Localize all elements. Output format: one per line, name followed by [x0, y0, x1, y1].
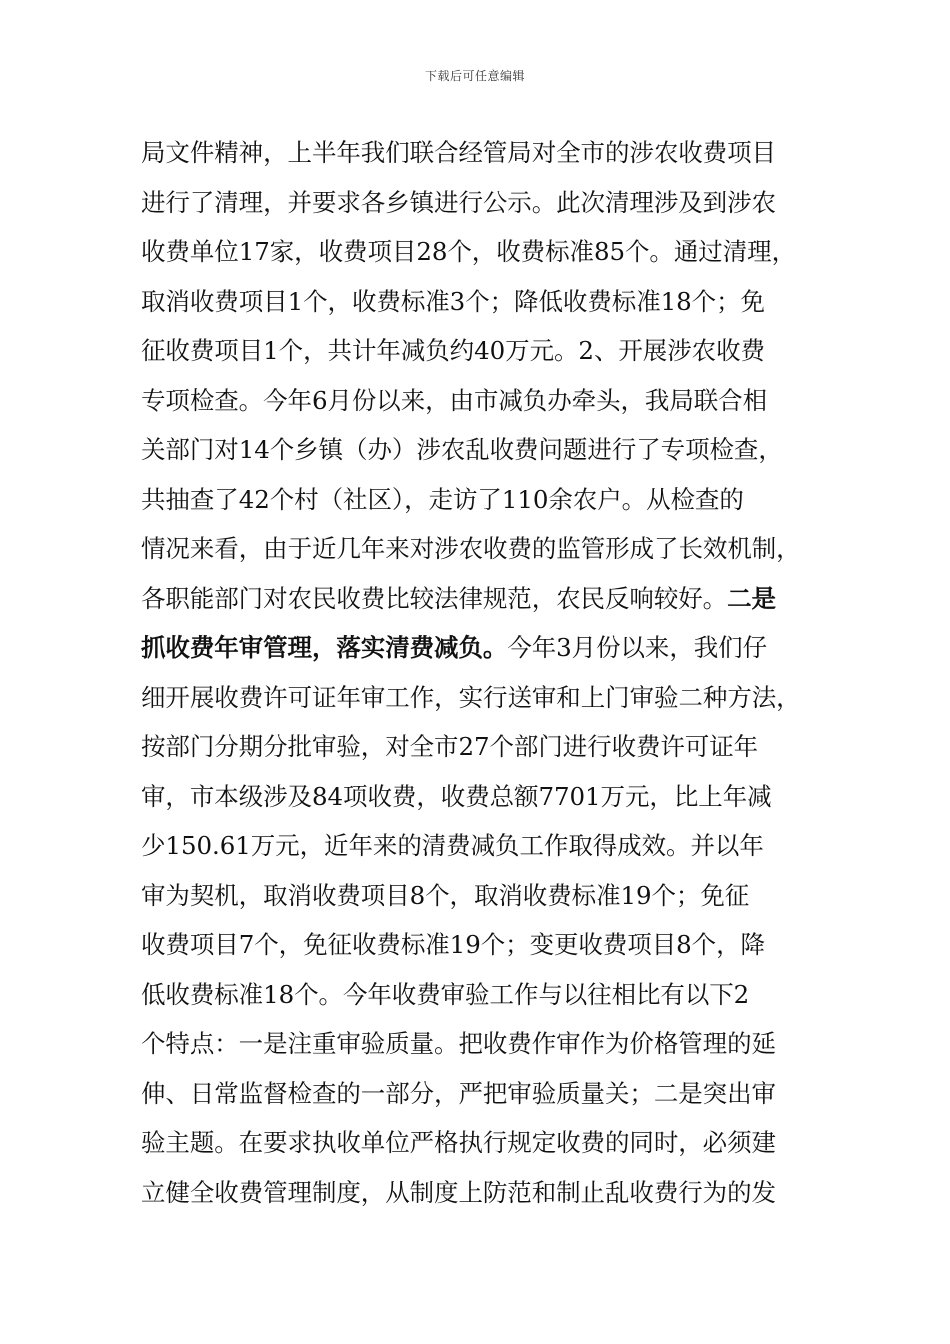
text-line — [141, 227, 841, 277]
text-line — [141, 128, 841, 178]
text-line — [141, 772, 841, 822]
line-text: 低收费标准18个。今年收费审验工作与以往相比有以下2 — [141, 979, 750, 1009]
line-text: 征收费项目1个，共计年减负约40万元。2、开展涉农收费 — [141, 336, 765, 365]
line-text: 取消收费项目1个，收费标准3个；降低收费标准18个；免 — [141, 286, 765, 316]
text-line — [141, 673, 841, 723]
line-text: 细开展收费许可证年审工作，实行送审和上门审验二种方法， — [141, 682, 801, 712]
text-line — [141, 920, 841, 970]
text-line — [141, 821, 841, 871]
text-line — [141, 1019, 841, 1069]
text-line — [141, 574, 841, 624]
text-line — [141, 524, 841, 574]
line-text: 关部门对14个乡镇（办）涉农乱收费问题进行了专项检查， — [141, 435, 783, 464]
line-text: 共抽查了42个村（社区），走访了110余农户。从检查的 — [141, 484, 744, 514]
text-line — [141, 970, 841, 1020]
line-text: 审为契机，取消收费项目8个，取消收费标准19个；免征 — [141, 880, 750, 910]
bold-phrase: 抓收费年审管理，落实清费减负。 — [141, 633, 508, 662]
line-text: 收费项目7个，免征收费标准19个；变更收费项目8个，降 — [141, 930, 765, 959]
line-text: 少150.61万元，近年来的清费减负工作取得成效。并以年 — [141, 831, 764, 860]
line-text: 专项检查。今年6月份以来，由市减负办牵头，我局联合相 — [141, 385, 768, 415]
text-line — [141, 475, 841, 525]
line-text: 今年3月份以来，我们仔 — [507, 633, 768, 662]
text-line — [141, 1118, 841, 1168]
text-line — [141, 1069, 841, 1119]
text-line — [141, 1168, 841, 1218]
line-text: 各职能部门对农民收费比较法律规范，农民反响较好。 — [141, 583, 728, 613]
text-line — [141, 871, 841, 921]
line-text: 按部门分期分批审验，对全市27个部门进行收费许可证年 — [141, 732, 759, 761]
line-text: 收费单位17家，收费项目28个，收费标准85个。通过清理， — [141, 237, 796, 266]
page-header-note: 下载后可任意编辑 — [424, 69, 525, 83]
document-body — [141, 128, 841, 1217]
line-text: 局文件精神，上半年我们联合经管局对全市的涉农收费项目 — [141, 138, 776, 167]
line-text: 情况来看，由于近几年来对涉农收费的监管形成了长效机制， — [141, 534, 801, 563]
line-text: 验主题。在要求执收单位严格执行规定收费的同时，必须建 — [141, 1128, 776, 1157]
bold-phrase: 二是 — [727, 583, 776, 613]
text-line — [141, 376, 841, 426]
line-text: 审，市本级涉及84项收费，收费总额7701万元，比上年减 — [141, 781, 772, 811]
line-text: 进行了清理，并要求各乡镇进行公示。此次清理涉及到涉农 — [141, 187, 776, 217]
text-line — [141, 722, 841, 772]
text-line — [141, 425, 841, 475]
text-line — [141, 623, 841, 673]
line-text: 伸、日常监督检查的一部分，严把审验质量关；二是突出审 — [141, 1078, 776, 1108]
text-line — [141, 326, 841, 376]
text-line — [141, 277, 841, 327]
text-line — [141, 178, 841, 228]
line-text: 立健全收费管理制度，从制度上防范和制止乱收费行为的发 — [141, 1177, 776, 1207]
line-text: 个特点：一是注重审验质量。把收费作审作为价格管理的延 — [141, 1029, 776, 1058]
